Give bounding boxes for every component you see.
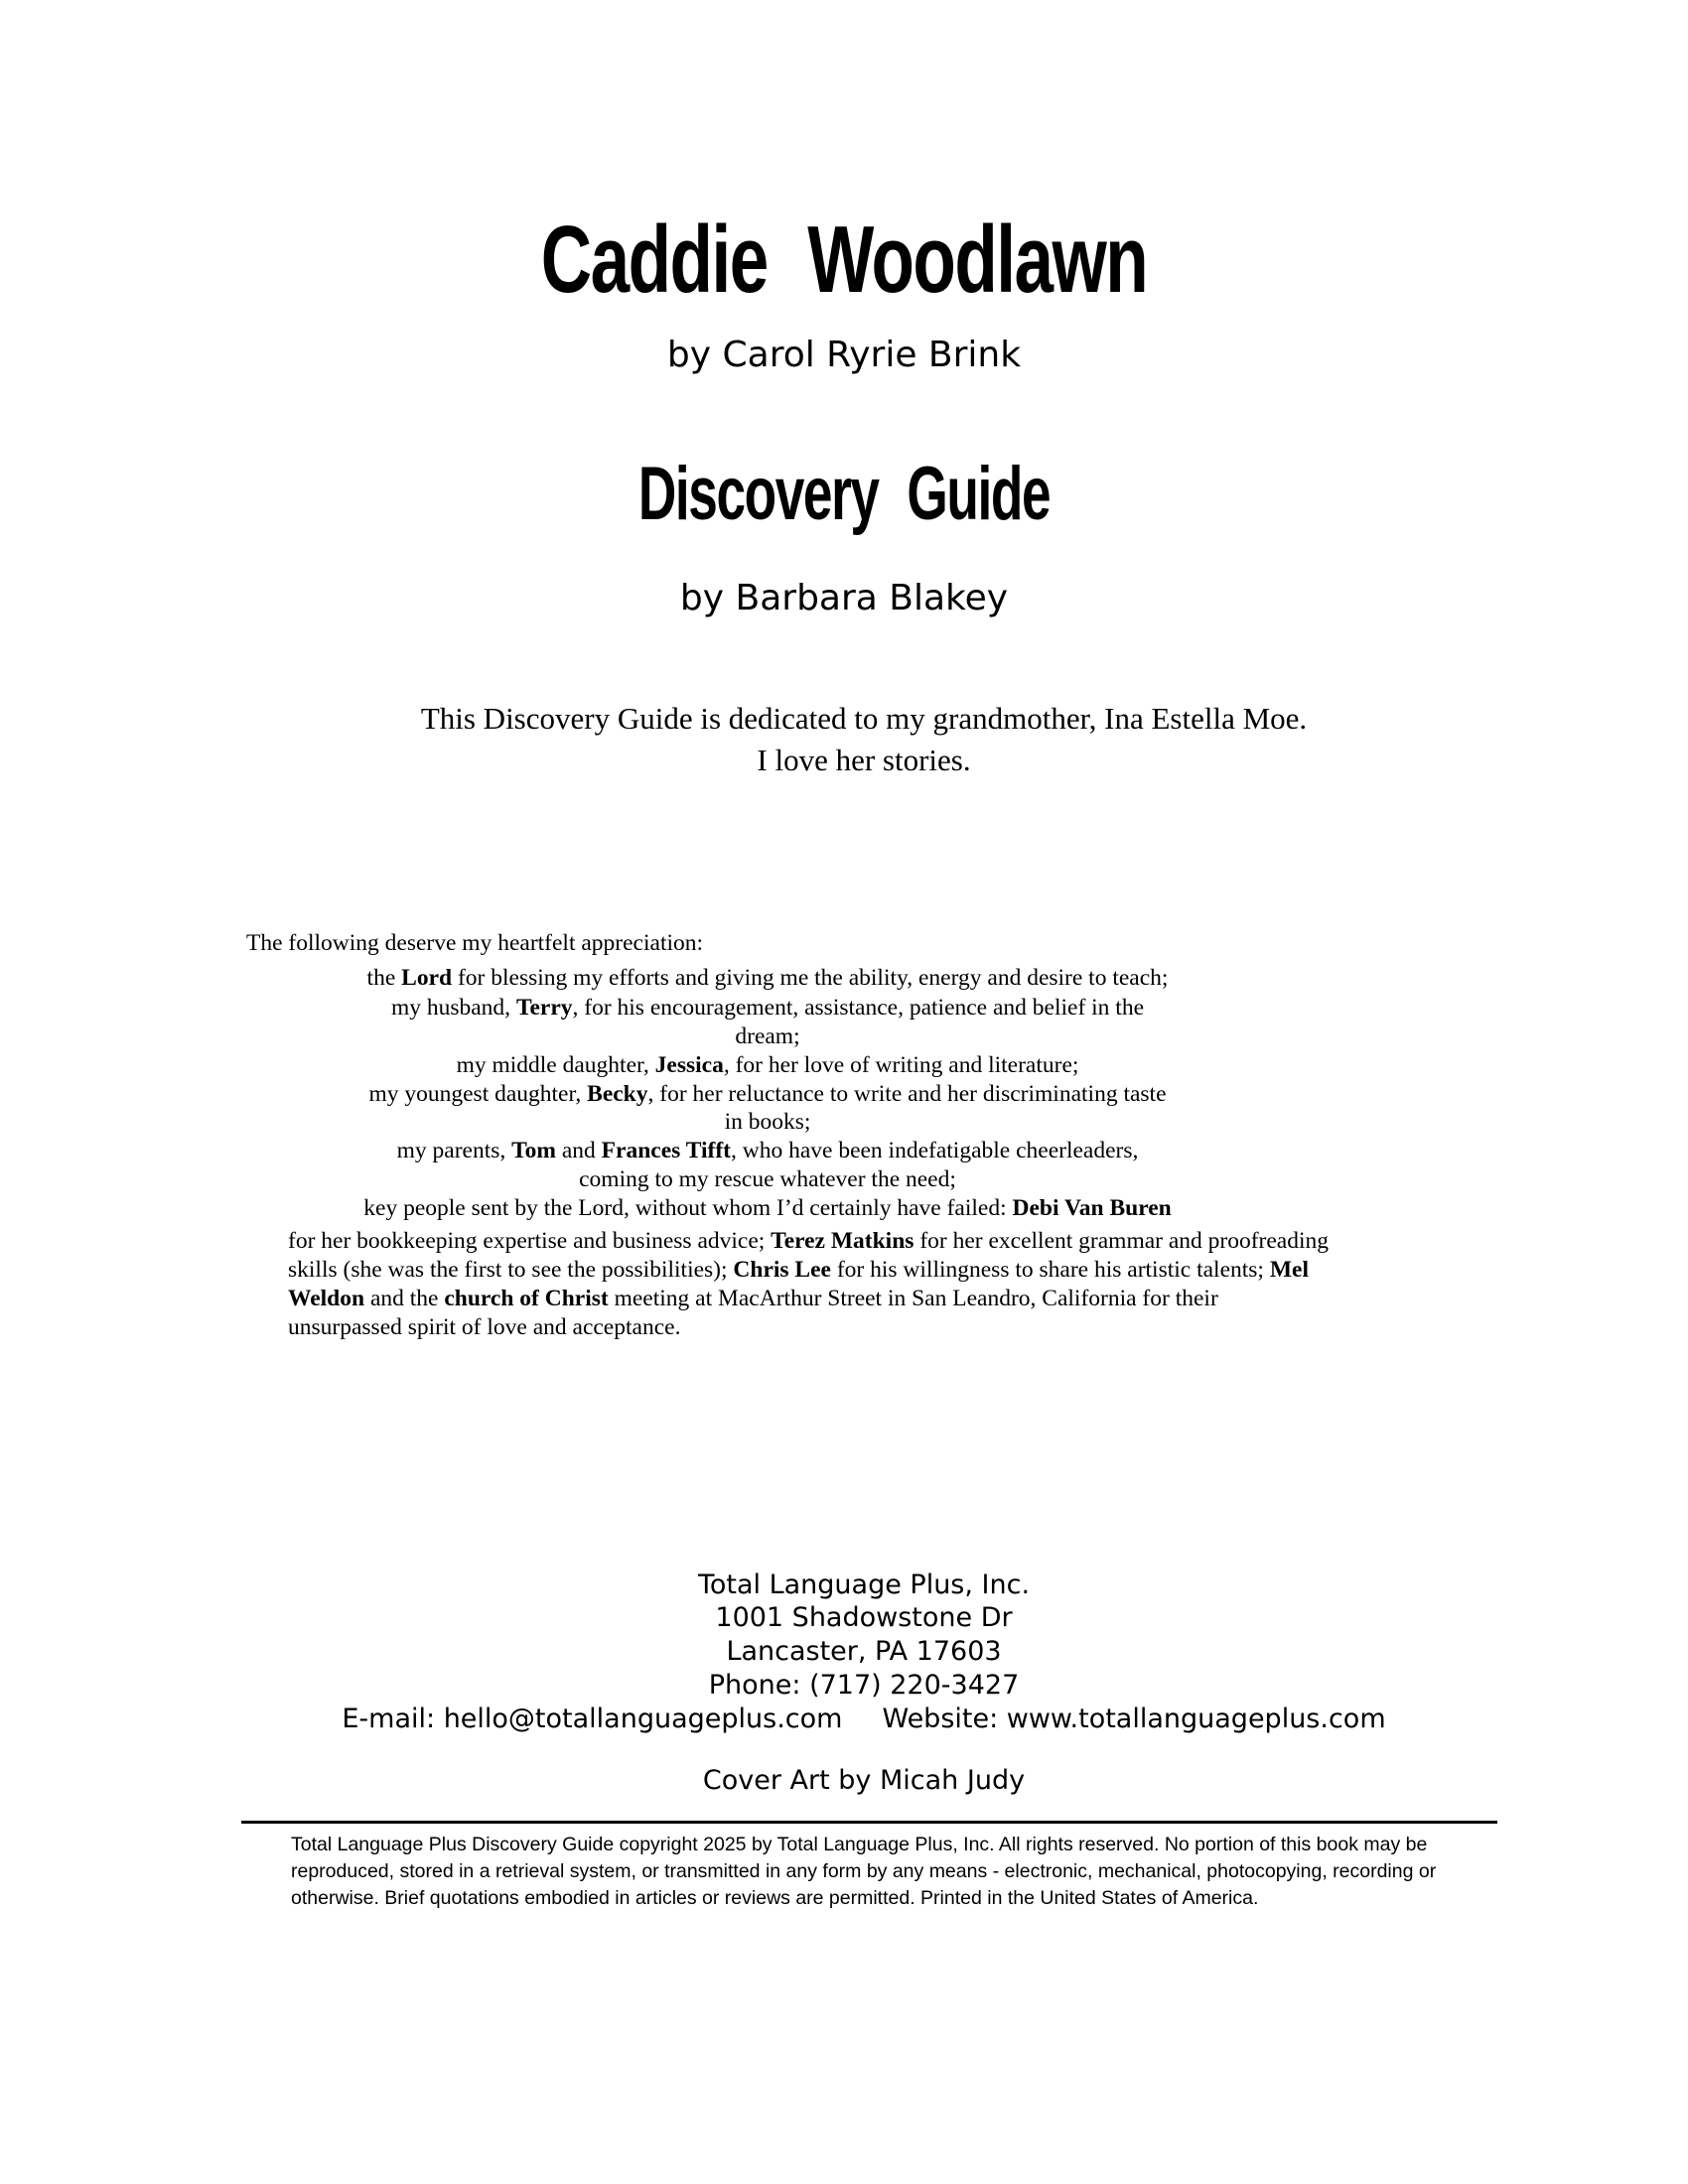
acknowledged-name: Tom (511, 1138, 556, 1163)
acknowledgment-text: in books; (724, 1109, 811, 1135)
divider (241, 1821, 1497, 1824)
book-author: by Carol Ryrie Brink (666, 335, 1022, 375)
acknowledged-name: Lord (401, 965, 453, 991)
acknowledgment-text: and (555, 1138, 602, 1163)
acknowledgment-text: coming to my rescue whatever the need; (579, 1166, 956, 1192)
acknowledgment-text: key people sent by the Lord, without whom I’d certainly have failed: (363, 1195, 1013, 1221)
publisher-street: 1001 Shadowstone Dr (715, 1602, 1013, 1633)
acknowledgment-line (238, 1165, 1297, 1193)
acknowledged-name: Becky (587, 1081, 648, 1107)
acknowledgment-text: for her bookkeeping expertise and business advice; (288, 1228, 772, 1254)
publisher-email[interactable]: E-mail: hello@totallanguageplus.com (342, 1704, 843, 1734)
acknowledgment-text: meeting at MacArthur Street in San Leandro, California for their unsurpassed spirit of love and acceptance. (288, 1286, 1218, 1340)
copyright-notice: Total Language Plus Discovery Guide copyright 2025 by Total Language Plus, Inc. All rights reserved. No portion of this book may be reproduced, stored in a retrieval system, or transmitted in any form by any means - electronic, mechanical, photocopying, recording or otherwise. Brief quotations embodied in articles or reviews are permitted. Printed in the United States of America. (291, 1834, 1437, 1909)
dedication: This Discovery Guide is dedicated to my grandmother, Ina Estella Moe. I love her stories. (420, 701, 1308, 777)
book-title: Caddie Woodlawn (540, 206, 1148, 313)
acknowledgment-text: my middle daughter, (456, 1052, 655, 1078)
acknowledgment-line (238, 1108, 1297, 1136)
acknowledged-name: Frances Tifft (601, 1138, 731, 1163)
acknowledged-name: church of Christ (444, 1286, 609, 1311)
acknowledgment-text: and the (364, 1286, 445, 1311)
acknowledged-name: Jessica (654, 1052, 724, 1078)
acknowledged-name: Terry (515, 995, 573, 1021)
cover-art-credit: Cover Art by Micah Judy (702, 1765, 1026, 1796)
publisher-name: Total Language Plus, Inc. (697, 1570, 1031, 1600)
acknowledged-name: Chris Lee (733, 1257, 831, 1283)
acknowledgment-text: my youngest daughter, (368, 1081, 588, 1107)
acknowledgment-text: for her excellent grammar and proofreading skills (she was the first to see the possibilities); (288, 1228, 1330, 1283)
acknowledgment-text: dream; (735, 1024, 800, 1049)
acknowledgment-text: , who have been indefatigable cheerleaders, (730, 1138, 1139, 1163)
acknowledgment-line (238, 1137, 1297, 1164)
acknowledgment-text: , for her reluctance to write and her discriminating taste (647, 1081, 1167, 1107)
acknowledgment-line (238, 1023, 1297, 1050)
contact-line (0, 1706, 1688, 1732)
acknowledgment-text: , for her love of writing and literature; (723, 1052, 1079, 1078)
acknowledgment-line (238, 994, 1297, 1022)
publisher-phone: Phone: (717) 220-3427 (708, 1670, 1020, 1701)
acknowledgment-line (238, 1080, 1297, 1108)
publisher-website[interactable]: Website: www.totallanguageplus.com (882, 1704, 1386, 1734)
acknowledged-name: Terez Matkins (771, 1228, 914, 1254)
guide-title: Discovery Guide (637, 452, 1051, 536)
publisher-city: Lancaster, PA 17603 (726, 1636, 1002, 1667)
acknowledged-name: Mel Weldon (288, 1257, 1309, 1311)
acknowledgment-text: , for his encouragement, assistance, patience and belief in the (572, 995, 1145, 1021)
guide-author: by Barbara Blakey (679, 578, 1009, 618)
acknowledgment-line (238, 1194, 1297, 1222)
acknowledgments-paragraph (288, 1227, 1331, 1342)
acknowledgment-line (238, 964, 1297, 992)
acknowledged-name: Debi Van Buren (1012, 1195, 1172, 1221)
acknowledgment-text: for blessing my efforts and giving me the ability, energy and desire to teach; (452, 965, 1169, 991)
acknowledgment-text: the (366, 965, 402, 991)
acknowledgment-line (238, 1051, 1297, 1079)
acknowledgment-text: my husband, (390, 995, 516, 1021)
acknowledgment-text: for his willingness to share his artistic talents; (830, 1257, 1270, 1283)
acknowledgment-text: my parents, (396, 1138, 512, 1163)
acknowledgments-intro: The following deserve my heartfelt appreciation: (246, 930, 704, 956)
